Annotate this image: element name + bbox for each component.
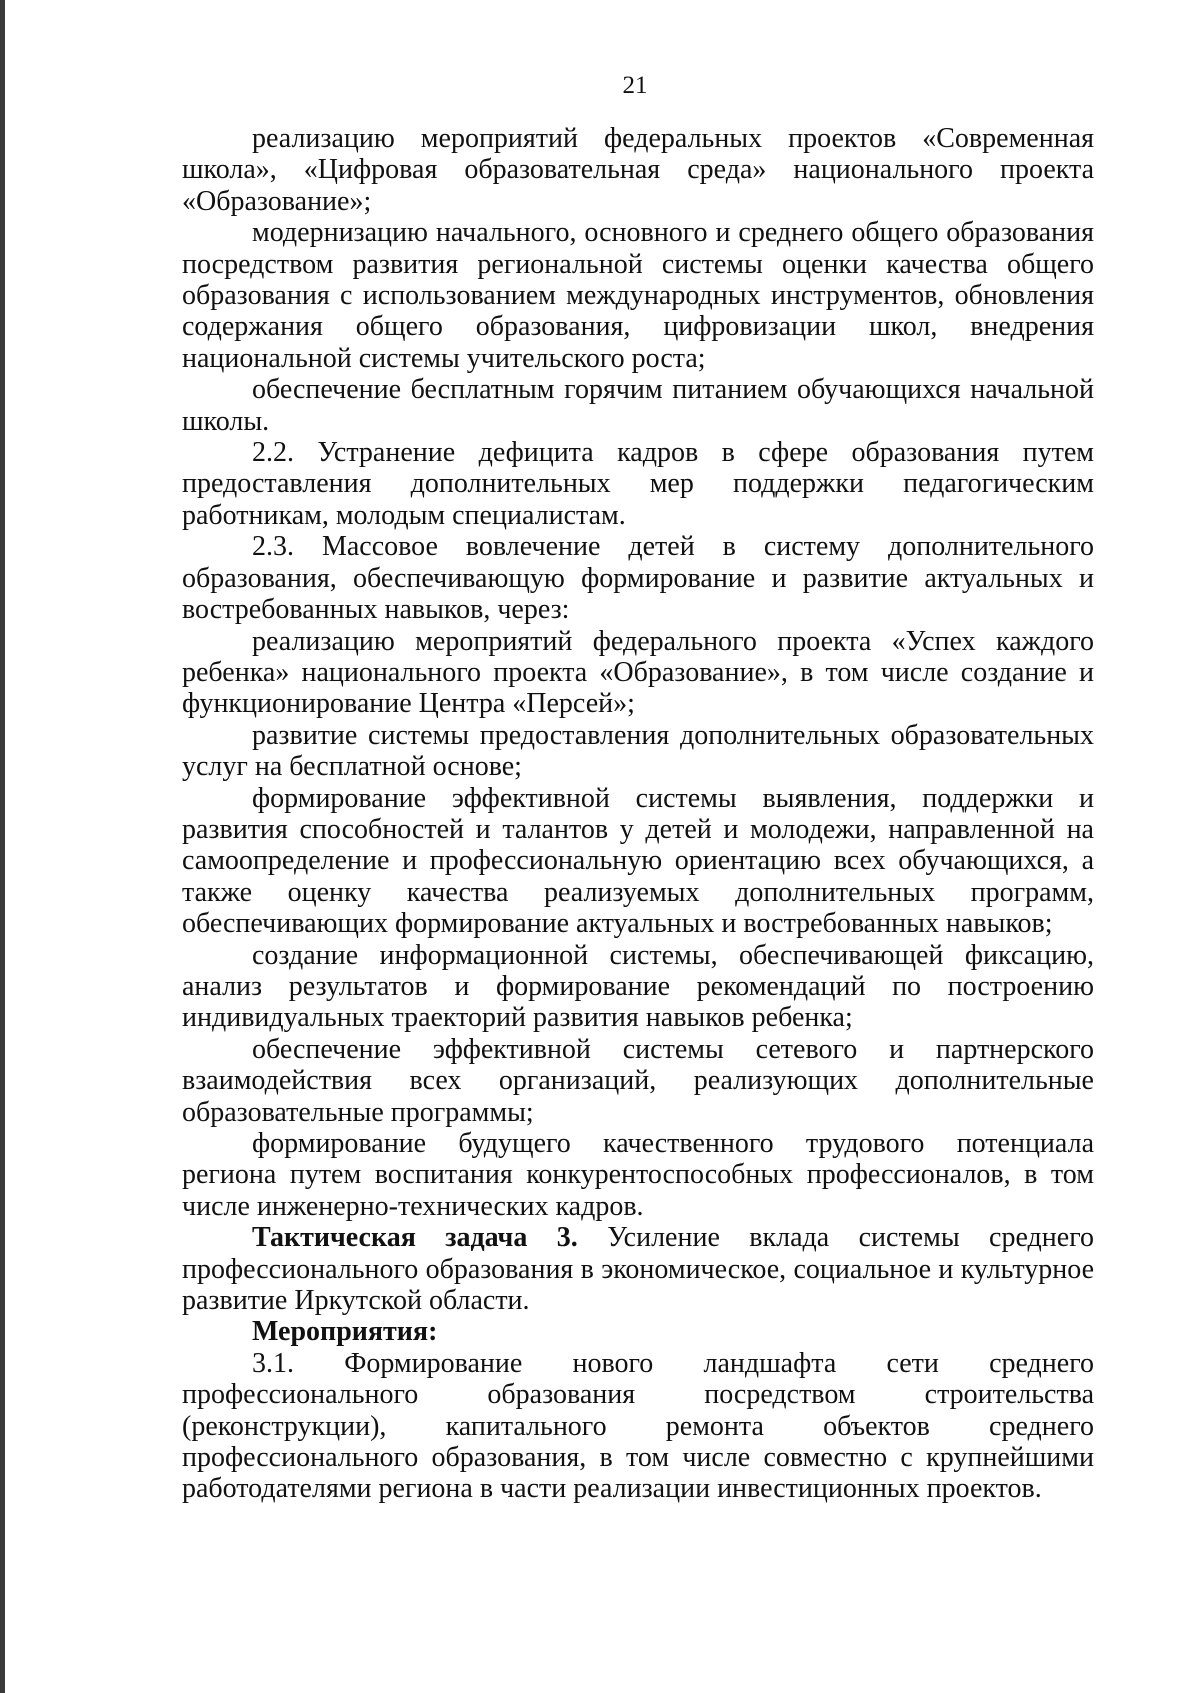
paragraph: реализацию мероприятий федерального проекта «Успех каждого ребенка» национального проекта «Образование», в том числе создание и функционирование Центра «Персей»; bbox=[182, 625, 1094, 720]
task3-paragraph bbox=[182, 1222, 1094, 1316]
paragraph: 3.1. Формирование нового ландшафта сети среднего профессионального образования посредством строительства (реконструкции), капитального ремонта объектов среднего профессионального образования, в том числе совместно с крупнейшими работодателями региона в части реализации инвестиционных проектов. bbox=[182, 1347, 1094, 1505]
paragraph: развитие системы предоставления дополнительных образовательных услуг на бесплатной основе; bbox=[182, 719, 1094, 783]
paragraph: модернизацию начального, основного и среднего общего образования посредством развития региональной системы оценки качества общего образования с использованием международных инструментов, обновления содержания общего образования, цифровизации школ, внедрения национальной системы учительского роста; bbox=[182, 217, 1094, 374]
paragraph: реализацию мероприятий федеральных проектов «Современная школа», «Цифровая образовательная среда» национального проекта «Образование»; bbox=[182, 123, 1094, 217]
paragraph: обеспечение бесплатным горячим питанием обучающихся начальной школы. bbox=[182, 374, 1094, 437]
paragraph: 2.2. Устранение дефицита кадров в сфере образования путем предоставления дополнительных мер поддержки педагогическим работникам, молодым специалистам. bbox=[182, 437, 1094, 531]
page-number: 21 bbox=[622, 72, 648, 99]
paragraph: формирование эффективной системы выявления, поддержки и развития способностей и талантов у детей и молодежи, направленной на самоопределение и профессиональную ориентацию всех обучающихся, а также оценку качества реализуемых дополнительных программ, обеспечивающих формирование актуальных и востребованных навыков; bbox=[182, 782, 1094, 940]
measures-heading: Мероприятия: bbox=[252, 1316, 438, 1348]
task3-label: Тактическая задача 3. bbox=[252, 1222, 578, 1254]
paragraph: формирование будущего качественного трудового потенциала региона путем воспитания конкурентоспособных профессионалов, в том числе инженерно-технических кадров. bbox=[182, 1128, 1094, 1222]
paragraph: 2.3. Массовое вовлечение детей в систему дополнительного образования, обеспечивающую формирование и развитие актуальных и востребованных навыков, через: bbox=[182, 531, 1094, 626]
paragraph: обеспечение эффективной системы сетевого и партнерского взаимодействия всех организаций, реализующих дополнительные образовательные программы; bbox=[182, 1033, 1094, 1128]
document-body bbox=[182, 123, 1094, 1505]
scan-edge-shadow bbox=[0, 0, 5, 1693]
task3-text: Усиление вклада системы среднего профессионального образования в экономическое, социальное и культурное развитие Иркутской области. bbox=[182, 1222, 1094, 1317]
paragraph: создание информационной системы, обеспечивающей фиксацию, анализ результатов и формирование рекомендаций по построению индивидуальных траекторий развития навыков ребенка; bbox=[182, 939, 1094, 1034]
